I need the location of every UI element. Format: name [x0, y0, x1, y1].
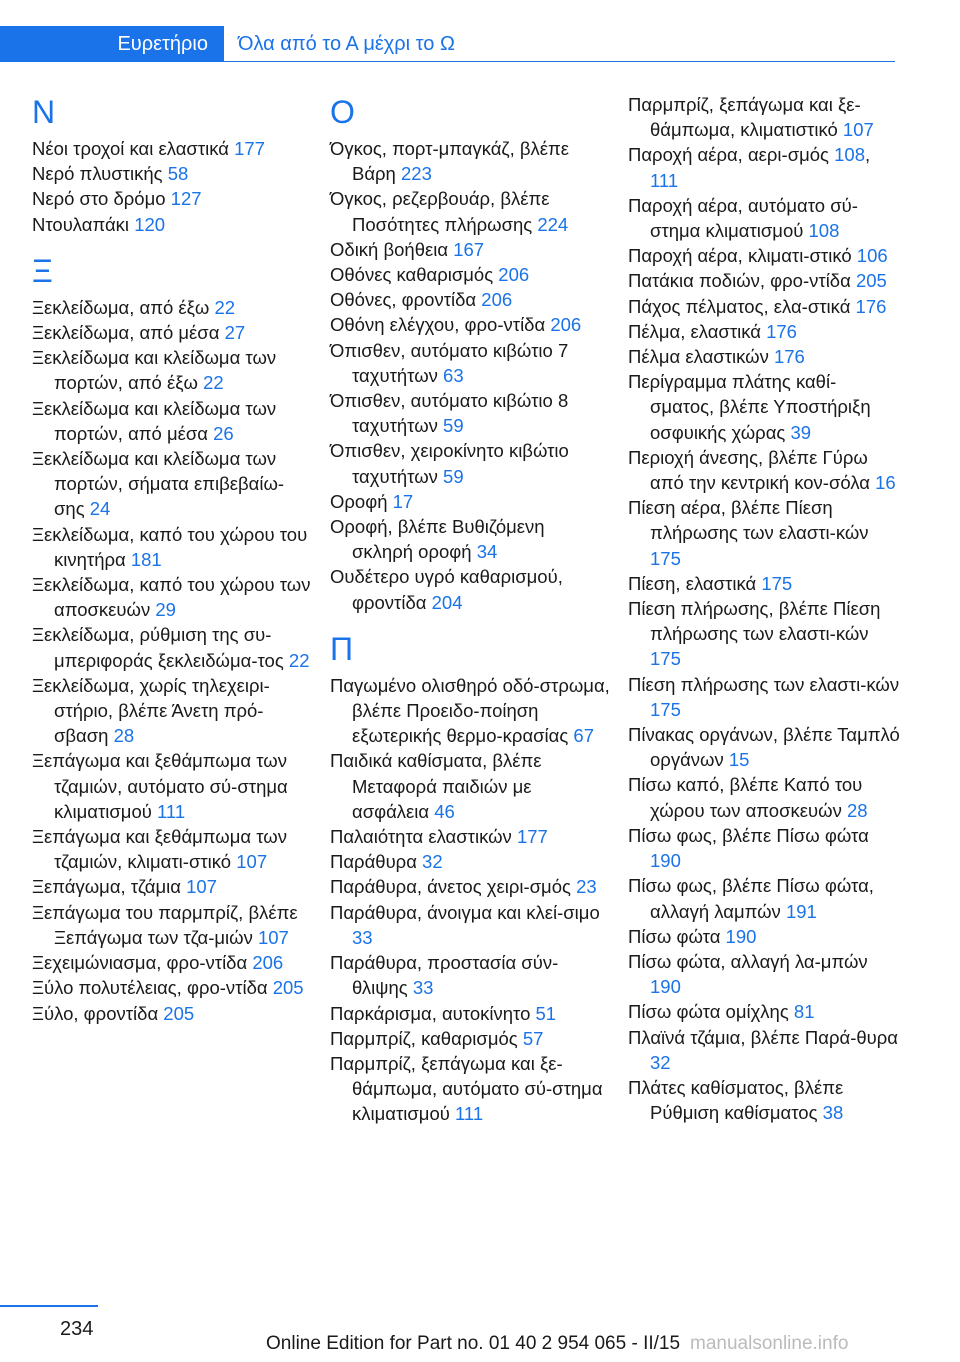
index-page-link[interactable]: 63: [443, 364, 464, 386]
index-letter-heading: Π: [330, 630, 354, 667]
index-entry-text: Ξεκλείδωμα και κλείδωμα των πορτών, από μέσα: [32, 397, 277, 444]
index-entry-text: Οροφή, βλέπε Βυθιζόμενη σκληρή οροφή: [330, 516, 545, 563]
index-page-link[interactable]: 58: [167, 163, 189, 185]
index-entry: [32, 572, 312, 622]
index-entry: [32, 136, 312, 161]
index-entry-text: Περίγραμμα πλάτης καθί-σματος, βλέπε Υποστήριξη οσφυικής χώρας: [628, 371, 871, 443]
index-page-link[interactable]: 175: [761, 572, 793, 594]
index-page-link[interactable]: 33: [352, 926, 373, 948]
index-entry-text: Ξεκλείδωμα και κλείδωμα των πορτών, σήματα επιβεβαίω-σης: [32, 448, 285, 520]
index-entry: [32, 1001, 312, 1026]
index-page-link[interactable]: 32: [650, 1051, 671, 1073]
index-page-link[interactable]: 206: [550, 314, 582, 336]
index-entry: [32, 186, 312, 211]
index-entry: [32, 295, 312, 320]
index-page-link[interactable]: 111: [455, 1103, 484, 1125]
index-page-link[interactable]: 27: [224, 322, 246, 344]
index-entry: [628, 193, 900, 243]
page-header: [0, 26, 895, 62]
index-entry: [330, 874, 610, 899]
index-entry-text: Πίεση, ελαστικά: [628, 572, 757, 594]
index-entry-text: Πίνακας οργάνων, βλέπε Ταμπλό οργάνων: [628, 724, 900, 771]
index-entry-text: Ξεκλείδωμα, από μέσα: [32, 322, 220, 344]
index-entry-text: Πίσω φως, βλέπε Πίσω φώτα: [628, 824, 869, 846]
index-page-link[interactable]: 32: [422, 851, 443, 873]
index-page-link[interactable]: 111: [157, 800, 186, 822]
index-letter-heading: Ο: [330, 94, 355, 130]
index-entry: [32, 212, 312, 237]
index-entry-text: Πλαϊνά τζάμια, βλέπε Παρά-θυρα: [628, 1026, 898, 1048]
index-page-link[interactable]: 175: [650, 648, 681, 670]
index-entry: [32, 622, 312, 672]
index-entry: [32, 950, 312, 975]
index-page-link[interactable]: 46: [434, 800, 455, 822]
index-entry-text: Παλαιότητα ελαστικών: [330, 826, 512, 848]
index-entry: [330, 514, 610, 564]
index-page-link[interactable]: 190: [725, 925, 757, 947]
index-entry-text: Ξεπάγωμα και ξεθάμπωμα των τζαμιών, αυτόματο σύ-στημα κλιματισμού: [32, 750, 288, 822]
index-page-link[interactable]: 224: [537, 213, 569, 235]
index-entry: [628, 1075, 900, 1125]
index-entry-text: Παρμπρίζ, ξεπάγωμα και ξε-θάμπωμα, κλιματιστικό: [628, 94, 861, 141]
index-page-link[interactable]: 33: [412, 977, 434, 999]
index-page-link[interactable]: 81: [793, 1001, 815, 1023]
index-entry: [32, 446, 312, 522]
index-entry: [32, 874, 312, 899]
index-entry: [330, 388, 610, 438]
index-entry: [330, 186, 610, 236]
index-page-link[interactable]: 59: [443, 465, 464, 487]
index-entry-text: Ξεπάγωμα του παρμπρίζ, βλέπε Ξεπάγωμα των τζα-μιών: [32, 901, 298, 948]
index-entry-text: Όγκος, πορτ-μπαγκάζ, βλέπε Βάρη: [330, 138, 570, 185]
index-page-link[interactable]: 205: [855, 270, 887, 292]
index-entry: [330, 1026, 610, 1051]
index-entry: [32, 522, 312, 572]
index-entry: [330, 136, 610, 186]
index-entry: [628, 445, 900, 495]
index-entry: [628, 344, 900, 369]
index-page-link[interactable]: 204: [431, 591, 463, 613]
index-entry-text: Ξεπάγωμα και ξεθάμπωμα των τζαμιών, κλιματι-στικό: [32, 826, 287, 873]
index-page-link[interactable]: 39: [790, 421, 812, 443]
index-page-link[interactable]: 16: [875, 472, 896, 494]
index-entry-text: Ξύλο, φροντίδα: [32, 1002, 159, 1024]
index-page-link[interactable]: 190: [650, 976, 681, 998]
index-entry: [330, 1001, 610, 1026]
index-entry-text: Παρμπρίζ, ξεπάγωμα και ξε-θάμπωμα, αυτόματο σύ-στημα κλιματισμού: [330, 1052, 603, 1125]
index-entry: [330, 262, 610, 287]
index-entry: [628, 243, 900, 268]
index-entry-text: Νέοι τροχοί και ελαστικά: [32, 138, 229, 159]
index-entry: [32, 320, 312, 345]
index-page-link[interactable]: 176: [773, 346, 805, 368]
index-entry: [628, 672, 900, 722]
index-entry-text: Πέλμα, ελαστικά: [628, 320, 761, 342]
index-page-link[interactable]: 206: [498, 264, 530, 286]
header-divider: [224, 61, 895, 62]
index-page-link[interactable]: 23: [576, 876, 597, 898]
index-entry: [32, 161, 312, 186]
index-entry: [330, 950, 610, 1000]
index-letter-heading: Ξ: [32, 252, 53, 289]
index-page-link[interactable]: 167: [453, 238, 485, 260]
index-page-link[interactable]: 22: [203, 372, 224, 394]
index-page-link[interactable]: 120: [134, 213, 166, 235]
index-page-link[interactable]: 29: [155, 599, 176, 621]
index-entry: [330, 673, 610, 749]
index-entry-text: Οθόνες, φροντίδα: [330, 289, 477, 311]
index-entry-text: Ξεκλείδωμα, καπό του χώρου του κινητήρα: [32, 523, 308, 570]
index-entry-text: Πίεση πλήρωσης, βλέπε Πίεση πλήρωσης των ελαστι-κών: [628, 598, 881, 645]
index-entry: [32, 900, 312, 950]
index-page-link[interactable]: 177: [234, 138, 265, 159]
index-entry-text: Όγκος, ρεζερβουάρ, βλέπε Ποσότητες πλήρωσης: [330, 188, 550, 235]
index-entry-text: Πάχος πέλματος, ελα-στικά: [628, 295, 851, 317]
index-entry-text: Όπισθεν, αυτόματο κιβώτιο 8 ταχυτήτων: [330, 390, 569, 437]
index-page-link[interactable]: 127: [170, 188, 202, 210]
index-page-link[interactable]: 181: [130, 548, 162, 570]
index-entry-text: Παροχή αέρα, κλιματι-στικό: [628, 245, 852, 267]
index-entry: [330, 338, 610, 388]
index-page-link[interactable]: 205: [272, 977, 304, 999]
index-entry-text: Ξύλο πολυτέλειας, φρο-ντίδα: [32, 977, 268, 999]
index-page-link[interactable]: 175: [650, 547, 681, 569]
index-entry-text: Οδική βοήθεια: [330, 238, 449, 260]
index-entry: [628, 949, 900, 999]
index-entry-text: Οροφή: [330, 490, 388, 512]
index-entry-text: Παράθυρα: [330, 851, 417, 873]
index-page-link[interactable]: 22: [214, 296, 236, 318]
index-page-link[interactable]: 17: [392, 490, 414, 512]
index-entry-text: Πίεση αέρα, βλέπε Πίεση πλήρωσης των ελαστι-κών: [628, 497, 869, 544]
index-page-link[interactable]: 191: [785, 900, 817, 922]
footer-divider: [0, 1305, 98, 1307]
index-entry: [32, 824, 312, 874]
index-entry-text: Περιοχή άνεσης, βλέπε Γύρω από την κεντρική κον-σόλα: [628, 446, 870, 494]
index-page-link[interactable]: 190: [650, 850, 681, 872]
index-entry-text: Όπισθεν, αυτόματο κιβώτιο 7 ταχυτήτων: [330, 339, 569, 386]
index-page-link[interactable]: 176: [766, 320, 797, 342]
index-page-link[interactable]: 51: [535, 1002, 557, 1024]
index-entry-text: Όπισθεν, χειροκίνητο κιβώτιο ταχυτήτων: [330, 440, 569, 487]
section-tab-index[interactable]: Ευρετήριο: [0, 26, 224, 62]
index-entry: [330, 1051, 610, 1127]
page-number: 234: [60, 1318, 94, 1340]
index-entry: [330, 237, 610, 262]
edition-note: Online Edition for Part no. 01 40 2 954 065 - II/15: [266, 1333, 681, 1354]
index-entry: [330, 438, 610, 488]
index-entry-text: Ξεκλείδωμα, από έξω: [32, 296, 210, 318]
index-entry-text: Νερό στο δρόμο: [32, 188, 166, 210]
index-page-link[interactable]: 28: [113, 725, 135, 747]
index-entry-text: Παράθυρα, άνετος χειρι-σμός: [330, 876, 571, 898]
section-subtitle: Όλα από το Α μέχρι το Ω: [238, 33, 455, 55]
index-entry-text: Ξεκλείδωμα και κλείδωμα των πορτών, από έξω: [32, 347, 277, 394]
index-page-link[interactable]: 107: [236, 851, 268, 873]
index-column-1: [32, 92, 312, 1026]
index-entry: [628, 924, 900, 949]
index-entry: [32, 396, 312, 446]
index-page-link[interactable]: 107: [257, 926, 289, 948]
index-entry: [628, 1025, 900, 1075]
index-page-link[interactable]: 57: [522, 1027, 544, 1049]
index-entry: [32, 975, 312, 1000]
index-entry-text: Παράθυρα, προστασία σύν-θλιψης: [330, 952, 559, 999]
index-entry-text: Ξεπάγωμα, τζάμια: [32, 876, 181, 898]
index-entry: [628, 571, 900, 596]
index-entry-text: Παρκάρισμα, αυτοκίνητο: [330, 1002, 531, 1024]
index-entry: [628, 873, 900, 923]
index-entry: [330, 489, 610, 514]
index-entry: [628, 92, 900, 142]
index-entry: [628, 294, 900, 319]
index-entry-text: Οθόνες καθαρισμός: [330, 264, 494, 286]
index-page-link[interactable]: 24: [89, 498, 111, 520]
index-page-link[interactable]: 206: [481, 289, 513, 311]
index-page-link[interactable]: 34: [476, 541, 498, 563]
index-entry-text: Νερό πλυστικής: [32, 163, 163, 185]
watermark: manualsonline.info: [690, 1333, 849, 1354]
index-page-link[interactable]: 223: [401, 163, 432, 185]
index-page-link[interactable]: 107: [186, 876, 217, 898]
index-page-link[interactable]: 111: [650, 169, 679, 191]
index-entry: [330, 849, 610, 874]
index-page-link[interactable]: 59: [443, 415, 464, 437]
index-entry: [330, 564, 610, 614]
index-entry: [628, 772, 900, 822]
index-page-link[interactable]: 107: [842, 119, 874, 141]
index-page-link[interactable]: 177: [516, 826, 548, 848]
index-entry-text: Πίσω φως, βλέπε Πίσω φώτα, αλλαγή λαμπών: [628, 875, 874, 922]
index-entry: [628, 319, 900, 344]
index-page-link[interactable]: 106: [856, 245, 888, 267]
index-entry-text: Πίσω φώτα, αλλαγή λα-μπών: [628, 950, 868, 972]
index-page-link[interactable]: 175: [650, 698, 681, 720]
index-entry-text: Ξεκλείδωμα, ρύθμιση της συ-μπεριφοράς ξεκλειδώμα-τος: [32, 624, 284, 671]
index-page-link[interactable]: 206: [252, 952, 284, 974]
index-entry-text: Πίσω φώτα ομίχλης: [628, 1001, 789, 1023]
index-entry: [330, 748, 610, 824]
index-column-3: [628, 92, 900, 1125]
index-entry-text: Ξεκλείδωμα, καπό του χώρου των αποσκευών: [32, 574, 311, 621]
index-entry-text: Πατάκια ποδιών, φρο-ντίδα: [628, 270, 851, 292]
index-entry: Παροχή αέρα, αερι-σμός 108, 111: [628, 144, 871, 191]
index-entry-text: Οθόνη ελέγχου, φρο-ντίδα: [330, 314, 546, 336]
index-entry: [330, 287, 610, 312]
index-entry: [32, 748, 312, 824]
index-entry-text: Πίσω φώτα: [628, 925, 721, 947]
index-entry-text: Πίσω καπό, βλέπε Καπό του χώρου των αποσκευών: [628, 774, 863, 821]
index-letter-heading: Ν: [32, 94, 56, 130]
index-entry: [628, 999, 900, 1024]
index-page-link[interactable]: 22: [288, 649, 310, 671]
index-entry-text: Πίεση πλήρωσης των ελαστι-κών: [628, 673, 900, 695]
index-entry: [32, 345, 312, 395]
index-entry-text: Ξεκλείδωμα, χωρίς τηλεχειρι-στήριο, βλέπε Άνετη πρό-σβαση: [32, 674, 270, 747]
index-page-link[interactable]: 108: [808, 220, 840, 242]
index-entry-text: Παράθυρα, άνοιγμα και κλεί-σιμο: [330, 901, 600, 923]
index-page-link[interactable]: 38: [822, 1102, 844, 1124]
index-page-link[interactable]: 67: [573, 725, 594, 747]
index-entry: [628, 369, 900, 445]
index-entry: [32, 673, 312, 749]
index-entry-text: Παρμπρίζ, καθαρισμός: [330, 1027, 518, 1049]
index-entry: [330, 312, 610, 337]
index-entry-text: Παιδικά καθίσματα, βλέπε Μεταφορά παιδιών με ασφάλεια: [330, 750, 542, 822]
index-page-link[interactable]: 15: [728, 749, 750, 771]
index-entry-text: Παροχή αέρα, αερι-σμός: [628, 144, 829, 166]
index-entry: [628, 823, 900, 873]
index-entry: [628, 722, 900, 772]
index-entry-text: Πέλμα ελαστικών: [628, 346, 769, 368]
index-page-link[interactable]: 28: [846, 799, 868, 821]
index-entry: [330, 824, 610, 849]
index-entry-text: Παροχή αέρα, αυτόματο σύ-στημα κλιματισμού: [628, 194, 858, 242]
index-page-link[interactable]: 176: [855, 295, 887, 317]
index-entry: [628, 268, 900, 293]
index-entry: [628, 495, 900, 571]
index-entry: [628, 596, 900, 672]
index-page-link[interactable]: 205: [163, 1002, 195, 1024]
index-entry-text: Ουδέτερο υγρό καθαρισμού, φροντίδα: [330, 566, 563, 613]
index-entry: [330, 900, 610, 950]
index-entry-text: Παγωμένο ολισθηρό οδό-στρωμα, βλέπε Προειδο-ποίηση εξωτερικής θερμο-κρασίας: [330, 674, 610, 747]
index-column-2: [330, 92, 610, 1127]
index-entry-text: Ντουλαπάκι: [32, 213, 130, 235]
index-page-link[interactable]: 108: [834, 144, 865, 166]
index-entry-text: Ξεχειμώνιασμα, φρο-ντίδα: [32, 952, 248, 974]
index-entry-text: Πλάτες καθίσματος, βλέπε Ρύθμιση καθίσματος: [628, 1076, 844, 1124]
index-page-link[interactable]: 26: [213, 422, 234, 444]
